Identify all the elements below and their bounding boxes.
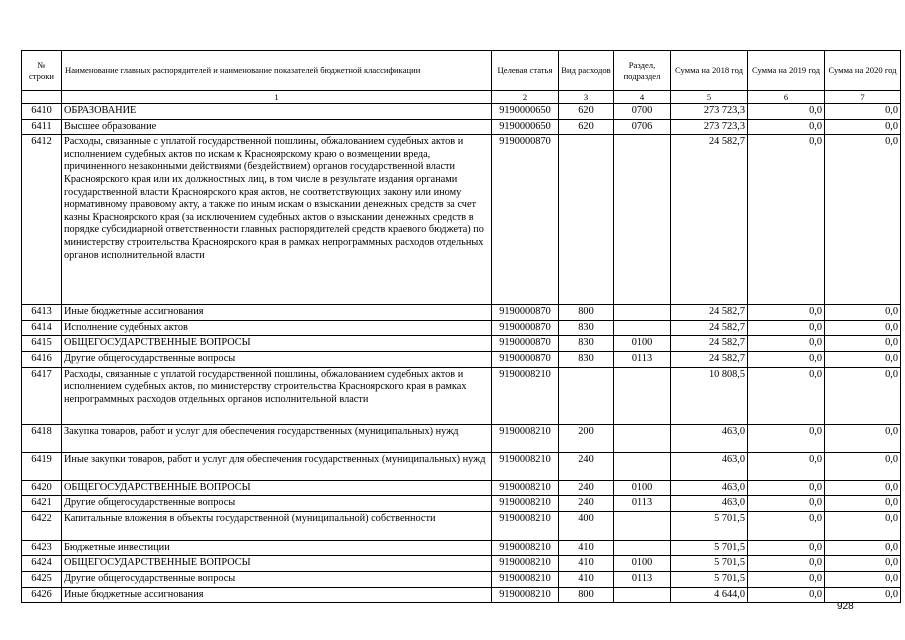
row-expense-type — [559, 135, 614, 305]
row-sum-2019: 0,0 — [748, 496, 825, 512]
row-target-article: 9190000650 — [492, 104, 559, 120]
row-expense-type: 800 — [559, 305, 614, 321]
row-expense-type: 240 — [559, 496, 614, 512]
header-sum-2020: Сумма на 2020 год — [825, 51, 901, 91]
row-target-article: 9190008210 — [492, 587, 559, 603]
header-sum-2018: Сумма на 2018 год — [671, 51, 748, 91]
column-number: 2 — [492, 91, 559, 104]
row-sum-2020: 0,0 — [825, 351, 901, 367]
row-sum-2020: 0,0 — [825, 452, 901, 480]
table-row — [22, 556, 901, 572]
row-target-article: 9190000870 — [492, 305, 559, 321]
row-number: 6423 — [22, 540, 62, 556]
row-sum-2020: 0,0 — [825, 119, 901, 135]
row-target-article: 9190008210 — [492, 556, 559, 572]
row-sum-2020: 0,0 — [825, 587, 901, 603]
row-section: 0113 — [614, 496, 671, 512]
row-sum-2018: 24 582,7 — [671, 135, 748, 305]
row-number: 6410 — [22, 104, 62, 120]
table-row — [22, 540, 901, 556]
table-row — [22, 336, 901, 352]
row-number: 6414 — [22, 320, 62, 336]
table-row — [22, 135, 901, 305]
row-target-article: 9190000870 — [492, 336, 559, 352]
row-expense-type: 830 — [559, 351, 614, 367]
budget-table — [21, 50, 901, 603]
row-expense-type: 240 — [559, 480, 614, 496]
row-name: Расходы, связанные с уплатой государственной пошлины, обжалованием судебных актов и исполнением судебных актов по искам к Красноярскому краю о возмещении вреда, причиненного незаконными действиями (бездействием) органов государственной власти Красноярского края или их должностных лиц, в том числе в результате издания органами государственной власти Красноярского края актов, не соответствующих закону или иному нормативному правовому акту, а также по иным искам о взыскании денежных средств за счет казны Красноярского края (за исключением судебных актов о взыскании денежных средств в порядке субсидиарной ответственности главных распорядителей средств краевого бюджета) по министерству строительства Красноярского края в рамках непрограммных расходов отдельных органов исполнительной власти — [62, 135, 492, 305]
row-sum-2019: 0,0 — [748, 511, 825, 540]
row-sum-2018: 24 582,7 — [671, 336, 748, 352]
row-expense-type: 240 — [559, 452, 614, 480]
column-number: 4 — [614, 91, 671, 104]
row-sum-2019: 0,0 — [748, 119, 825, 135]
row-sum-2019: 0,0 — [748, 587, 825, 603]
row-name: Иные бюджетные ассигнования — [62, 305, 492, 321]
row-name: Другие общегосударственные вопросы — [62, 496, 492, 512]
header-row — [22, 51, 901, 91]
header-sum-2019: Сумма на 2019 год — [748, 51, 825, 91]
header-section: Раздел, подраздел — [614, 51, 671, 91]
row-section: 0113 — [614, 351, 671, 367]
row-sum-2019: 0,0 — [748, 336, 825, 352]
row-sum-2018: 463,0 — [671, 424, 748, 452]
row-sum-2018: 24 582,7 — [671, 320, 748, 336]
row-number: 6417 — [22, 367, 62, 424]
row-number: 6415 — [22, 336, 62, 352]
table-body — [22, 104, 901, 603]
header-name: Наименование главных распорядителей и наименование показателей бюджетной классификации — [62, 51, 492, 91]
table-row — [22, 367, 901, 424]
row-number: 6413 — [22, 305, 62, 321]
row-sum-2018: 463,0 — [671, 452, 748, 480]
header-target-article: Целевая статья — [492, 51, 559, 91]
row-expense-type: 620 — [559, 104, 614, 120]
row-target-article: 9190008210 — [492, 496, 559, 512]
row-sum-2018: 273 723,3 — [671, 119, 748, 135]
table-row — [22, 587, 901, 603]
row-sum-2020: 0,0 — [825, 424, 901, 452]
row-sum-2018: 5 701,5 — [671, 511, 748, 540]
row-sum-2019: 0,0 — [748, 367, 825, 424]
header-expense-type: Вид расходов — [559, 51, 614, 91]
row-name: Другие общегосударственные вопросы — [62, 351, 492, 367]
table-row — [22, 104, 901, 120]
table-row — [22, 480, 901, 496]
header-row-number: № строки — [22, 51, 62, 91]
page-number: 928 — [837, 601, 854, 612]
row-sum-2020: 0,0 — [825, 540, 901, 556]
row-section — [614, 367, 671, 424]
row-sum-2019: 0,0 — [748, 452, 825, 480]
row-section — [614, 135, 671, 305]
table-row — [22, 452, 901, 480]
column-number: 1 — [62, 91, 492, 104]
row-sum-2020: 0,0 — [825, 571, 901, 587]
column-number: 3 — [559, 91, 614, 104]
row-section — [614, 587, 671, 603]
row-target-article: 9190008210 — [492, 571, 559, 587]
row-sum-2019: 0,0 — [748, 540, 825, 556]
row-name: ОБЩЕГОСУДАРСТВЕННЫЕ ВОПРОСЫ — [62, 556, 492, 572]
row-number: 6416 — [22, 351, 62, 367]
row-expense-type: 830 — [559, 320, 614, 336]
row-number: 6424 — [22, 556, 62, 572]
row-name: Другие общегосударственные вопросы — [62, 571, 492, 587]
column-number-row — [22, 91, 901, 104]
row-sum-2018: 10 808,5 — [671, 367, 748, 424]
row-sum-2020: 0,0 — [825, 556, 901, 572]
row-expense-type: 800 — [559, 587, 614, 603]
row-expense-type: 620 — [559, 119, 614, 135]
row-number: 6412 — [22, 135, 62, 305]
row-expense-type: 830 — [559, 336, 614, 352]
row-number: 6425 — [22, 571, 62, 587]
row-section: 0100 — [614, 336, 671, 352]
row-sum-2018: 5 701,5 — [671, 556, 748, 572]
row-name: ОБРАЗОВАНИЕ — [62, 104, 492, 120]
row-target-article: 9190000870 — [492, 135, 559, 305]
row-section — [614, 511, 671, 540]
row-name: Бюджетные инвестиции — [62, 540, 492, 556]
row-section — [614, 305, 671, 321]
row-sum-2020: 0,0 — [825, 496, 901, 512]
row-sum-2018: 463,0 — [671, 496, 748, 512]
table-row — [22, 305, 901, 321]
row-expense-type: 410 — [559, 540, 614, 556]
row-expense-type: 410 — [559, 571, 614, 587]
row-target-article: 9190008210 — [492, 480, 559, 496]
table-row — [22, 351, 901, 367]
row-name: Капитальные вложения в объекты государственной (муниципальной) собственности — [62, 511, 492, 540]
row-section — [614, 452, 671, 480]
row-target-article: 9190000650 — [492, 119, 559, 135]
row-target-article: 9190008210 — [492, 511, 559, 540]
row-sum-2020: 0,0 — [825, 367, 901, 424]
row-sum-2019: 0,0 — [748, 305, 825, 321]
row-sum-2018: 24 582,7 — [671, 351, 748, 367]
row-number: 6422 — [22, 511, 62, 540]
row-name: Иные закупки товаров, работ и услуг для обеспечения государственных (муниципальных) нужд — [62, 452, 492, 480]
row-section: 0100 — [614, 556, 671, 572]
row-name: ОБЩЕГОСУДАРСТВЕННЫЕ ВОПРОСЫ — [62, 480, 492, 496]
table-row — [22, 424, 901, 452]
row-number: 6419 — [22, 452, 62, 480]
row-sum-2018: 273 723,3 — [671, 104, 748, 120]
table-row — [22, 511, 901, 540]
row-sum-2019: 0,0 — [748, 351, 825, 367]
column-number: 7 — [825, 91, 901, 104]
row-expense-type: 400 — [559, 511, 614, 540]
row-sum-2020: 0,0 — [825, 336, 901, 352]
row-sum-2020: 0,0 — [825, 305, 901, 321]
row-number: 6421 — [22, 496, 62, 512]
row-sum-2018: 4 644,0 — [671, 587, 748, 603]
row-name: Исполнение судебных актов — [62, 320, 492, 336]
row-section — [614, 540, 671, 556]
row-sum-2019: 0,0 — [748, 135, 825, 305]
row-sum-2018: 463,0 — [671, 480, 748, 496]
row-number: 6426 — [22, 587, 62, 603]
row-sum-2020: 0,0 — [825, 480, 901, 496]
row-sum-2020: 0,0 — [825, 511, 901, 540]
row-sum-2018: 5 701,5 — [671, 571, 748, 587]
row-target-article: 9190008210 — [492, 424, 559, 452]
row-target-article: 9190008210 — [492, 452, 559, 480]
row-sum-2020: 0,0 — [825, 320, 901, 336]
row-sum-2019: 0,0 — [748, 571, 825, 587]
row-number: 6411 — [22, 119, 62, 135]
row-sum-2019: 0,0 — [748, 556, 825, 572]
row-target-article: 9190008210 — [492, 367, 559, 424]
row-section — [614, 424, 671, 452]
table-row — [22, 119, 901, 135]
row-section — [614, 320, 671, 336]
row-sum-2018: 5 701,5 — [671, 540, 748, 556]
row-section: 0113 — [614, 571, 671, 587]
row-section: 0100 — [614, 480, 671, 496]
row-target-article: 9190008210 — [492, 540, 559, 556]
table-row — [22, 571, 901, 587]
row-expense-type: 410 — [559, 556, 614, 572]
row-sum-2019: 0,0 — [748, 104, 825, 120]
row-name: Закупка товаров, работ и услуг для обеспечения государственных (муниципальных) нужд — [62, 424, 492, 452]
row-sum-2020: 0,0 — [825, 135, 901, 305]
row-name: Иные бюджетные ассигнования — [62, 587, 492, 603]
table-row — [22, 320, 901, 336]
row-expense-type: 200 — [559, 424, 614, 452]
row-name: Расходы, связанные с уплатой государственной пошлины, обжалованием судебных актов и исполнением судебных актов, по министерству строительства Красноярского края в рамках непрограммных расходов отдельных органов исполнительной власти — [62, 367, 492, 424]
row-sum-2019: 0,0 — [748, 480, 825, 496]
row-sum-2019: 0,0 — [748, 320, 825, 336]
row-sum-2018: 24 582,7 — [671, 305, 748, 321]
row-number: 6418 — [22, 424, 62, 452]
column-number — [22, 91, 62, 104]
row-number: 6420 — [22, 480, 62, 496]
row-name: ОБЩЕГОСУДАРСТВЕННЫЕ ВОПРОСЫ — [62, 336, 492, 352]
row-section: 0700 — [614, 104, 671, 120]
row-name: Высшее образование — [62, 119, 492, 135]
column-number: 5 — [671, 91, 748, 104]
table-row — [22, 496, 901, 512]
row-expense-type — [559, 367, 614, 424]
row-section: 0706 — [614, 119, 671, 135]
row-target-article: 9190000870 — [492, 320, 559, 336]
row-sum-2019: 0,0 — [748, 424, 825, 452]
column-number: 6 — [748, 91, 825, 104]
row-sum-2020: 0,0 — [825, 104, 901, 120]
row-target-article: 9190000870 — [492, 351, 559, 367]
